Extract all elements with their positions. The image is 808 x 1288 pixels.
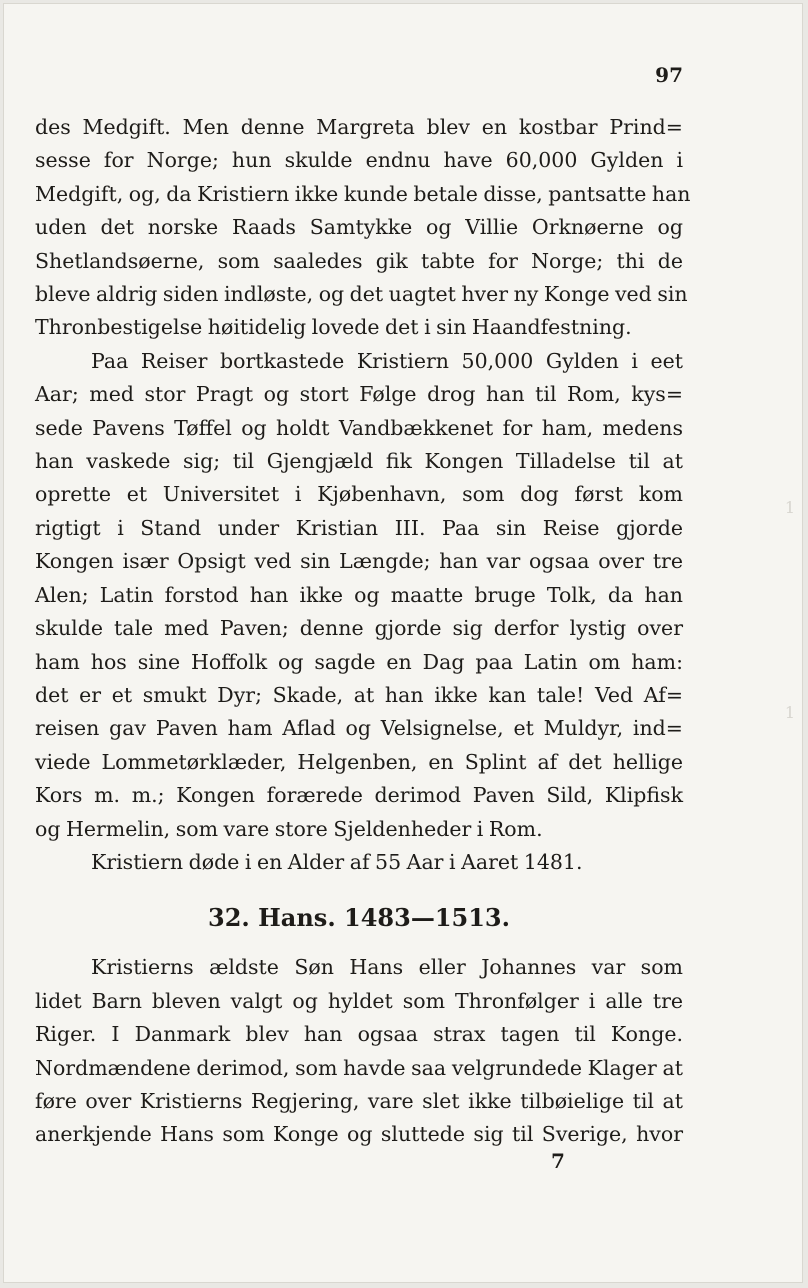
bleed-through-mark: 1	[784, 498, 795, 517]
text-line: Paa Reiser bortkastede Kristiern 50,000 Gylden i eet	[91, 348, 683, 373]
text-line: ham hos sine Hoffolk og sagde en Dag paa Latin om ham:	[35, 649, 683, 674]
paragraph-2	[35, 345, 683, 846]
bleed-through-mark: 1	[784, 703, 795, 722]
text-line: oprette et Universitet i Kjøbenhavn, som dog først kom	[35, 482, 683, 507]
text-line: han vaskede sig; til Gjengjæld fik Kongen Tilladelse til at	[35, 449, 683, 474]
page-text	[35, 111, 691, 1152]
text-line: anerkjende Hans som Konge og sluttede sig til Sverige, hvor	[35, 1122, 683, 1147]
text-line: lidet Barn bleven valgt og hyldet som Thronfølger i alle tre	[35, 988, 683, 1013]
text-line: Kristierns ældste Søn Hans eller Johannes var som	[91, 955, 683, 980]
text-line: sede Pavens Tøffel og holdt Vandbækkenet for ham, medens	[35, 415, 683, 440]
text-line: sesse for Norge; hun skulde endnu have 60,000 Gylden i	[35, 148, 683, 173]
section-heading: 32. Hans. 1483—1513.	[208, 903, 510, 933]
text-line: Alen; Latin forstod han ikke og maatte bruge Tolk, da han	[35, 582, 683, 607]
text-line: viede Lommetørklæder, Helgenben, en Splint af det hellige	[35, 749, 683, 774]
text-line: Nordmændene derimod, som havde saa velgrundede Klager at	[35, 1055, 683, 1080]
book-page	[3, 3, 803, 1283]
text-line: bleve aldrig siden indløste, og det uagtet hver ny Konge ved sin	[35, 282, 688, 307]
text-line: Kristiern døde i en Alder af 55 Aar i Aaret 1481.	[91, 849, 583, 874]
text-line: reisen gav Paven ham Aflad og Velsignelse, et Muldyr, ind=	[35, 716, 683, 741]
text-line: rigtigt i Stand under Kristian III. Paa sin Reise gjorde	[35, 515, 683, 540]
page-number: 97	[655, 63, 683, 87]
paragraph-4	[35, 951, 683, 1151]
text-line: Medgift, og, da Kristiern ikke kunde betale disse, pantsatte han	[35, 181, 691, 206]
text-line: og Hermelin, som vare store Sjeldenheder i Rom.	[35, 816, 543, 841]
text-line: Thronbestigelse høitidelig lovede det i sin Haandfestning.	[35, 315, 632, 340]
text-line: skulde tale med Paven; denne gjorde sig derfor lystig over	[35, 616, 683, 641]
text-line: Kongen især Opsigt ved sin Længde; han var ogsaa over tre	[35, 549, 683, 574]
text-line: des Medgift. Men denne Margreta blev en kostbar Prind=	[35, 115, 683, 139]
text-line: det er et smukt Dyr; Skade, at han ikke kan tale! Ved Af=	[35, 682, 683, 707]
paragraph-3	[35, 846, 683, 879]
text-line: uden det norske Raads Samtykke og Villie Orknøerne og	[35, 215, 683, 240]
text-line: føre over Kristierns Regjering, vare slet ikke tilbøielige til at	[35, 1088, 683, 1113]
text-line: Shetlandsøerne, som saaledes gik tabte for Norge; thi de	[35, 248, 683, 273]
paragraph-1	[35, 111, 691, 345]
text-line: Aar; med stor Pragt og stort Følge drog han til Rom, kys=	[35, 382, 683, 407]
text-line: Kors m. m.; Kongen forærede derimod Paven Sild, Klipfisk	[35, 783, 683, 808]
text-line: Riger. I Danmark blev han ogsaa strax tagen til Konge.	[35, 1022, 683, 1047]
signature-mark: 7	[551, 1149, 565, 1173]
